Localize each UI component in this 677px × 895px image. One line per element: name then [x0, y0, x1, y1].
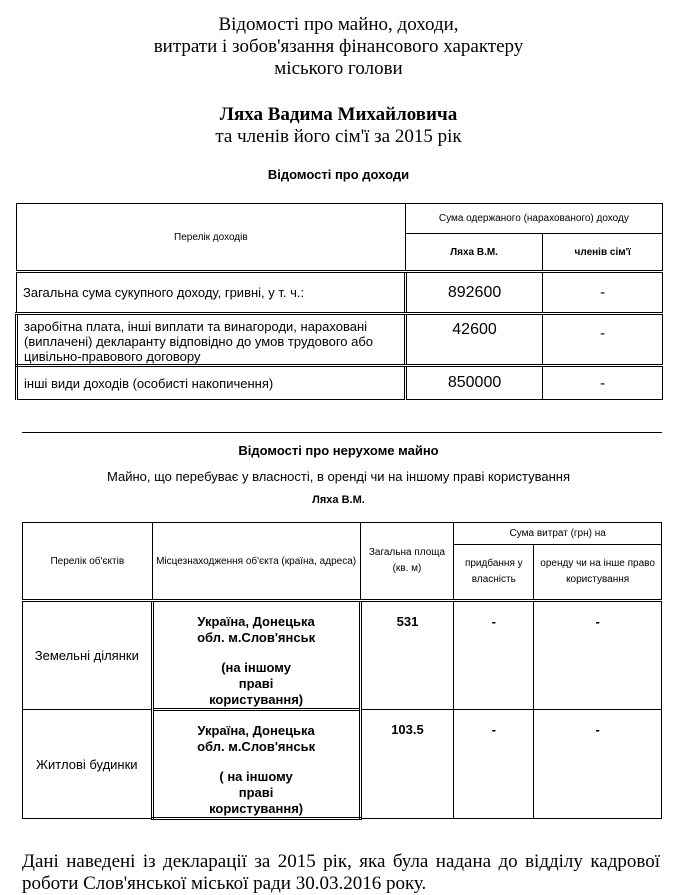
income-row-person: 42600 [405, 314, 543, 366]
income-row-person: 850000 [405, 366, 543, 400]
section-divider [22, 432, 662, 433]
income-col-family: членів сім'ї [543, 234, 663, 272]
person-header [0, 104, 677, 148]
table-row [17, 314, 663, 366]
property-table [22, 522, 662, 820]
title-line-3: міського голови [274, 58, 403, 79]
property-row-right-type: (на іншому праві користування) [209, 660, 304, 707]
income-section-title: Відомості про доходи [267, 167, 410, 182]
person-subtitle: та членів його сім'ї за 2015 рік [215, 126, 462, 147]
title-line-2: витрати і зобов'язання фінансового характеру [153, 36, 524, 57]
property-row-area: 531 [360, 601, 454, 710]
property-row-rent: - [534, 601, 662, 710]
property-row-address: Україна, Донецька обл. м.Слов'янськ [197, 723, 316, 754]
property-section-title: Відомості про нерухоме майно [238, 443, 439, 458]
property-owner: Ляха В.М. [312, 494, 365, 506]
table-row [23, 710, 662, 819]
income-col-sum: Сума одержаного (нарахованого) доходу [405, 204, 662, 234]
table-row [17, 272, 663, 314]
property-col-purchase: придбання у власність [454, 545, 534, 601]
income-table [15, 203, 663, 400]
table-row [17, 366, 663, 400]
footer-note: Дані наведені із декларації за 2015 рік, яка була надана до відділу кадрової роботи Слов'янської міської ради 30.03.2016 року. [22, 851, 660, 894]
property-col-expenses: Сума витрат (грн) на [454, 523, 662, 545]
income-row-label: Загальна сума сукупного доходу, гривні, у т. ч.: [17, 272, 406, 314]
income-row-label: заробітна плата, інші виплати та винагороди, нараховані (виплачені) декларанту відповідно до умов трудового або цивільно-правового договору [17, 314, 406, 366]
income-row-label: інші види доходів (особисті накопичення) [17, 366, 406, 400]
document-title [0, 14, 677, 80]
property-col-area: Загальна площа (кв. м) [360, 523, 454, 601]
income-row-family: - [543, 366, 663, 400]
title-line-1: Відомості про майно, доходи, [218, 14, 459, 35]
property-row-object: Житлові будинки [23, 710, 153, 819]
property-row-purchase: - [454, 710, 534, 819]
income-col-list: Перелік доходів [17, 204, 406, 272]
property-col-objects: Перелік об'єктів [23, 523, 153, 601]
income-row-person: 892600 [405, 272, 543, 314]
property-col-rent: оренду чи на інше право користування [534, 545, 662, 601]
property-col-location: Місцезнаходження об'єкта (країна, адреса) [152, 523, 360, 601]
income-col-person: Ляха В.М. [405, 234, 543, 272]
property-subtitle: Майно, що перебуває у власності, в оренді чи на іншому праві користування [107, 469, 570, 484]
property-row-location [152, 710, 360, 819]
property-row-purchase: - [454, 601, 534, 710]
table-row [23, 601, 662, 710]
property-row-area: 103.5 [360, 710, 454, 819]
person-name: Ляха Вадима Михайловича [219, 104, 458, 125]
property-row-right-type: ( на іншому праві користування) [209, 769, 304, 816]
property-row-object: Земельні ділянки [23, 601, 153, 710]
property-row-location [152, 601, 360, 710]
income-row-family: - [543, 272, 663, 314]
property-row-rent: - [534, 710, 662, 819]
income-row-family: - [543, 314, 663, 366]
property-row-address: Україна, Донецька обл. м.Слов'янськ [197, 614, 316, 645]
